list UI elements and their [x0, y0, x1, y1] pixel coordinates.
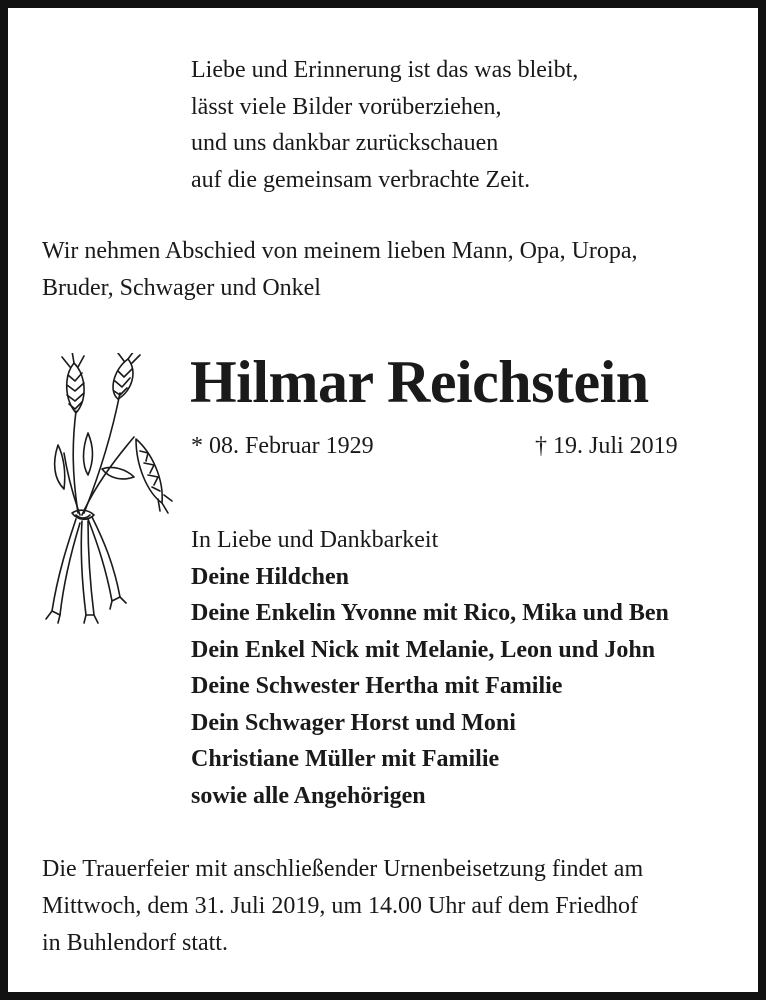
poem-line: auf die gemeinsam verbrachte Zeit. — [191, 166, 531, 193]
intro-line: Wir nehmen Abschied von meinem lieben Mann, Opa, Uropa, — [42, 238, 638, 264]
mourner-line: Dein Schwager Horst und Moni — [191, 709, 516, 736]
intro-line: Bruder, Schwager und Onkel — [42, 275, 321, 301]
poem-line: lässt viele Bilder vorüberziehen, — [191, 93, 502, 120]
poem-line: Liebe und Erinnerung ist das was bleibt, — [191, 57, 579, 83]
ceremony-line: Die Trauerfeier mit anschließender Urnenbeisetzung findet am — [42, 856, 644, 882]
birth-date: * 08. Februar 1929 — [191, 433, 374, 459]
poem — [191, 52, 578, 198]
poem-line: und uns dankbar zurückschauen — [191, 130, 499, 156]
mourner-line: Deine Enkelin Yvonne mit Rico, Mika und Ben — [191, 600, 669, 626]
mourner-line: Deine Hildchen — [191, 563, 350, 590]
ceremony-line: Mittwoch, dem 31. Juli 2019, um 14.00 Uhr auf dem Friedhof — [42, 893, 638, 919]
signoff — [191, 522, 669, 814]
deceased-name: Hilmar Reichstein — [190, 349, 649, 415]
mourner-line: Christiane Müller mit Familie — [191, 746, 500, 772]
mourner-line: sowie alle Angehörigen — [191, 782, 426, 809]
mourner-line: Deine Schwester Hertha mit Familie — [191, 673, 563, 699]
ceremony-line: in Buhlendorf statt. — [42, 930, 228, 956]
ceremony-info — [42, 851, 752, 962]
wheat-bundle-icon — [42, 353, 174, 628]
death-date: † 19. Juli 2019 — [535, 433, 678, 459]
mourner-line: Dein Enkel Nick mit Melanie, Leon und John — [191, 636, 656, 663]
signoff-lead: In Liebe und Dankbarkeit — [191, 527, 439, 553]
intro-text — [42, 233, 747, 307]
